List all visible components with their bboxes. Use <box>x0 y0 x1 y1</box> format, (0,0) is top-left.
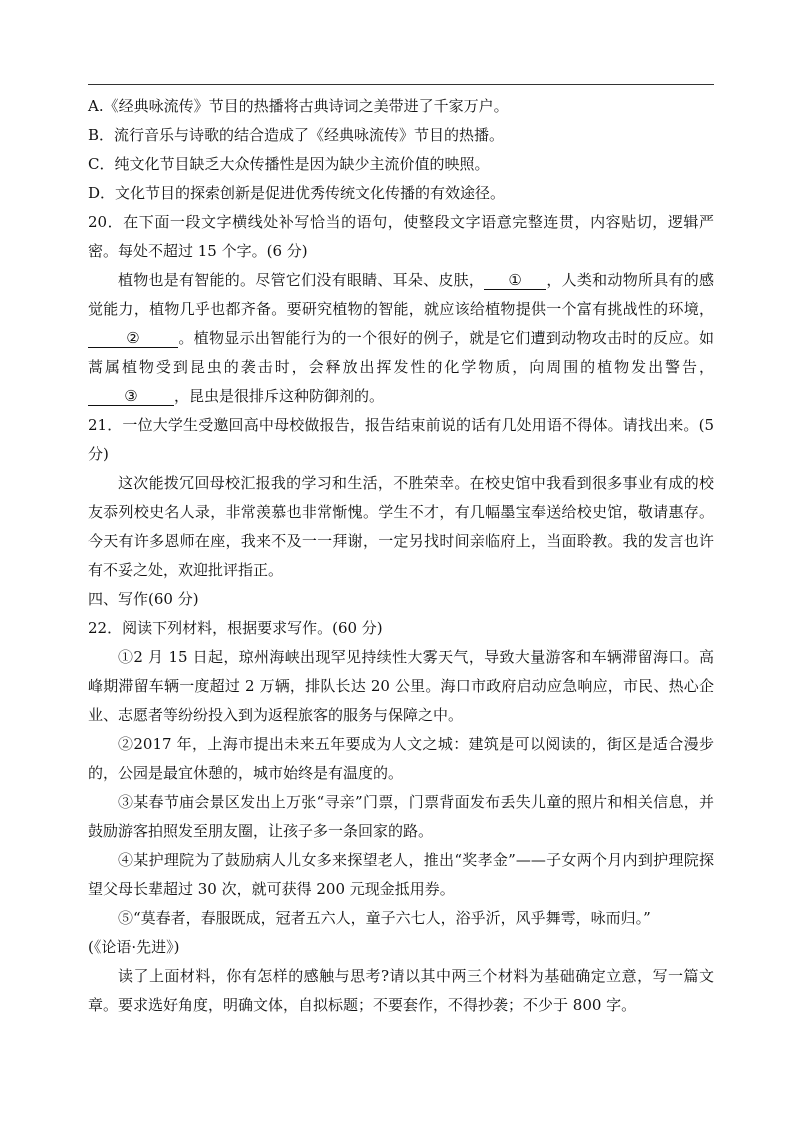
q21-passage: 这次能拨冗回母校汇报我的学习和生活，不胜荣幸。在校史馆中我看到很多事业有成的校友忝列校史名人录，非常羡慕也非常惭愧。学生不才，有几幅墨宝奉送给校史馆，敬请惠存。今天有许多恩师在座，我来不及一一拜谢，一定另找时间亲临府上，当面聆教。我的发言也许有不妥之处，欢迎批评指正。 <box>88 474 714 579</box>
q22-material-5-source: (《论语·先进》) <box>88 938 180 956</box>
choice-c: C．纯文化节目缺乏大众传播性是因为缺少主流价值的映照。 <box>88 155 490 173</box>
q20-blank-1: ① <box>484 271 546 290</box>
q20-blank-2: ② <box>88 329 178 348</box>
q20-seg2: ，人类和动物所具有的感觉能力，植物几乎也都齐备。要研究植物的智能，就应该给植物提供一个富有挑战性的环境， <box>88 271 714 318</box>
header-rule <box>88 84 714 85</box>
q22-material-1: ①2 月 15 日起，琼州海峡出现罕见持续性大雾天气，导致大量游客和车辆滞留海口。高峰期滞留车辆一度超过 2 万辆，排队长达 20 公里。海口市政府启动应急响应，市民、热心企业、志愿者等纷纷投入到为返程旅客的服务与保障之中。 <box>88 648 714 724</box>
q22-instruction: 读了上面材料，你有怎样的感触与思考?请以其中两三个材料为基础确定立意，写一篇文章。要求选好角度，明确文体，自拟标题；不要套作，不得抄袭；不少于 800 字。 <box>88 967 714 1014</box>
q22-prompt: 22．阅读下列材料，根据要求写作。(60 分) <box>88 619 383 637</box>
choice-a: A.《经典咏流传》节目的热播将古典诗词之美带进了千家万户。 <box>88 97 509 115</box>
q22-material-4: ④某护理院为了鼓励病人儿女多来探望老人，推出“奖孝金”——子女两个月内到护理院探望父母长辈超过 30 次，就可获得 200 元现金抵用券。 <box>88 851 714 898</box>
section-writing-heading: 四、写作(60 分) <box>88 590 199 608</box>
q22-material-3: ③某春节庙会景区发出上万张“寻亲”门票，门票背面发布丢失儿童的照片和相关信息，并鼓励游客拍照发至朋友圈，让孩子多一条回家的路。 <box>88 793 714 840</box>
q20-prompt: 20．在下面一段文字横线处补写恰当的语句，使整段文字语意完整连贯，内容贴切，逻辑严密。每处不超过 15 个字。(6 分) <box>88 213 714 260</box>
q20-seg1: 植物也是有智能的。尽管它们没有眼睛、耳朵、皮肤， <box>118 271 485 289</box>
choice-d: D．文化节目的探索创新是促进优秀传统文化传播的有效途径。 <box>88 184 506 202</box>
q20-blank-3: ③ <box>88 387 174 406</box>
q20-seg4: ，昆虫是很排斥这种防御剂的。 <box>174 387 385 405</box>
q22-material-5: ⑤“莫春者，春服既成，冠者五六人，童子六七人，浴乎沂，风乎舞雩，咏而归。” <box>118 909 651 927</box>
exam-page <box>88 92 714 1020</box>
q21-prompt: 21．一位大学生受邀回高中母校做报告，报告结束前说的话有几处用语不得体。请找出来。(5 分) <box>88 416 714 463</box>
q20-seg3: 。植物显示出智能行为的一个很好的例子，就是它们遭到动物攻击时的反应。如蒿属植物受到昆虫的袭击时，会释放出挥发性的化学物质，向周围的植物发出警告， <box>88 329 714 376</box>
q20-passage <box>88 266 714 411</box>
q22-material-2: ②2017 年，上海市提出未来五年要成为人文之城：建筑是可以阅读的，街区是适合漫步的，公园是最宜休憩的，城市始终是有温度的。 <box>88 735 714 782</box>
choice-b: B．流行音乐与诗歌的结合造成了《经典咏流传》节目的热播。 <box>88 126 505 144</box>
